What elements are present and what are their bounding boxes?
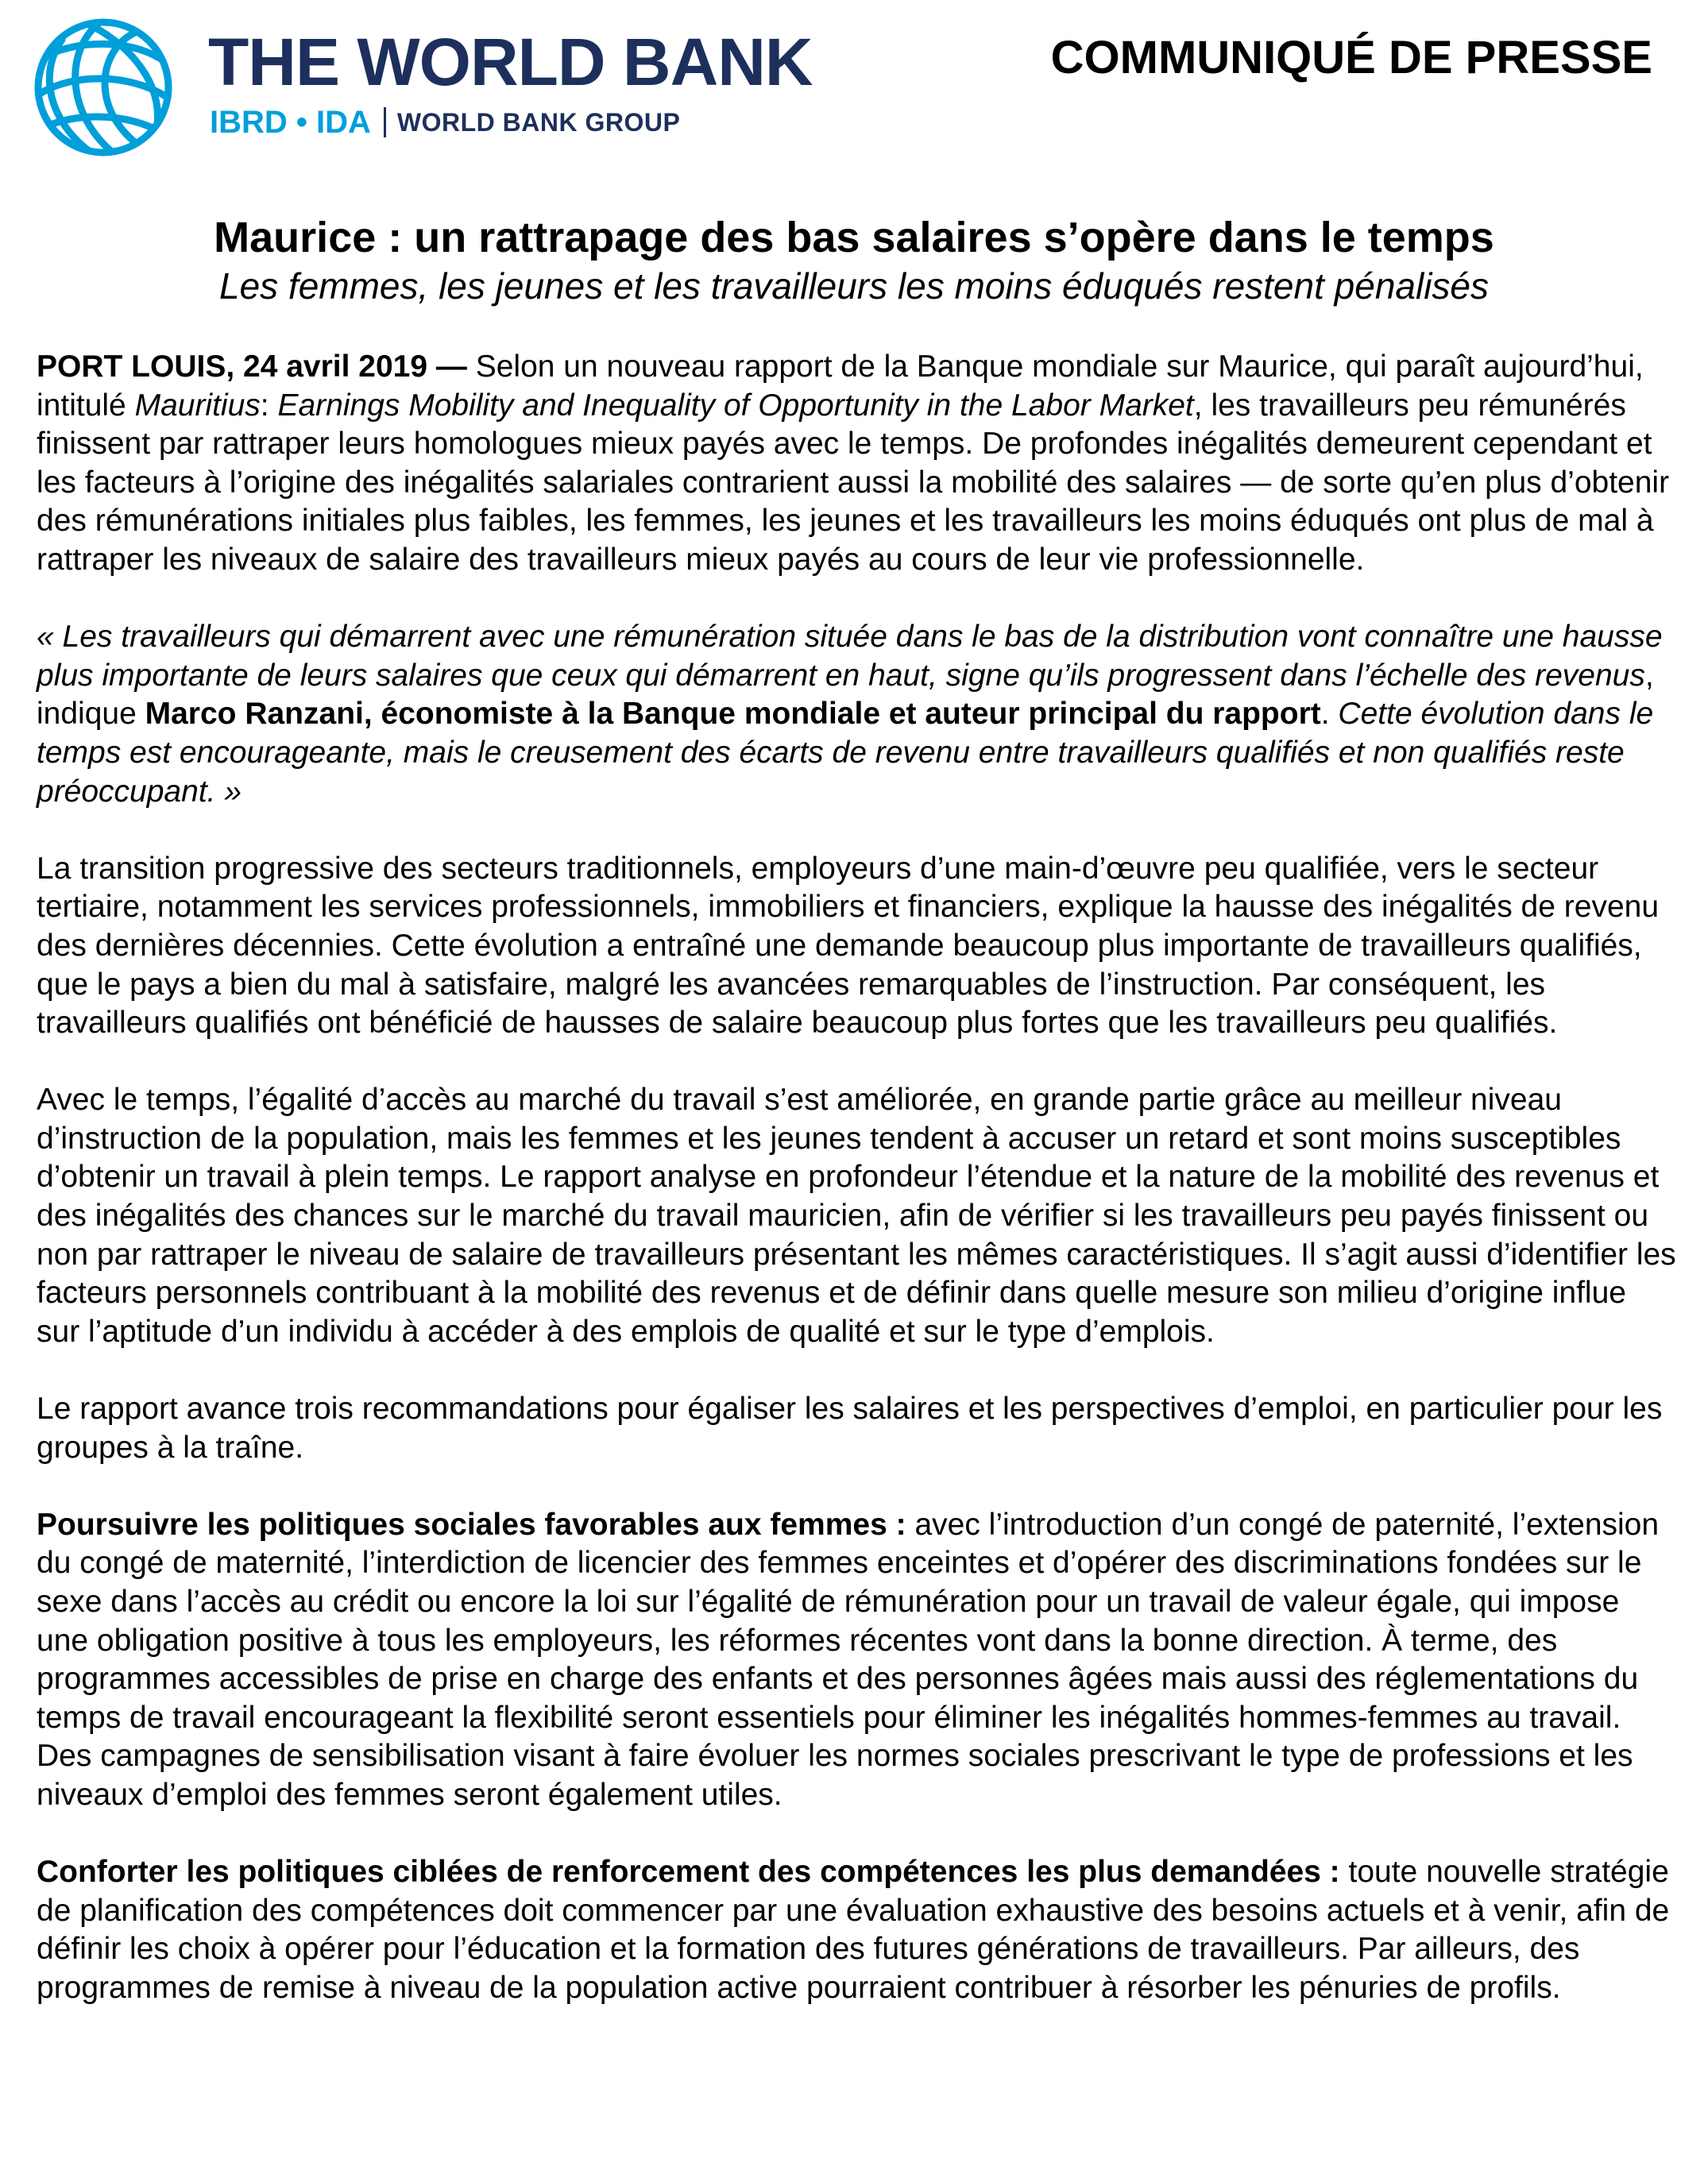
logo-ibrd-ida: IBRD • IDA — [210, 105, 371, 140]
paragraph-intro — [37, 348, 1676, 580]
logo-subtitle — [210, 106, 680, 138]
paragraph-equal-access: Avec le temps, l’égalité d’accès au marché du travail s’est améliorée, en grande partie grâce au meilleur niveau d’instruction de la population, mais les femmes et les jeunes tendent à accuser un retard et sont moins susceptibles d’obtenir un travail à plein temps. Le rapport analyse en profondeur l’étendue et la nature de la mobilité des revenus et des inégalités des chances sur le marché du travail mauricien, afin de vérifier si les travailleurs peu payés finissent ou non par rattraper le niveau de salaire de travailleurs présentant les mêmes caractéristiques. Il s’agit aussi d’identifier les facteurs personnels contribuant à la mobilité des revenus et de définir dans quelle mesure son milieu d’origine influe sur l’aptitude d’un individu à accéder à des emplois de qualité et sur le type d’emplois. — [37, 1083, 1676, 1349]
paragraph-transition: La transition progressive des secteurs traditionnels, employeurs d’une main-d’œuvre peu qualifiée, vers le secteur tertiaire, notamment les services professionnels, immobiliers et financiers, explique la hausse des inégalités de revenu des dernières décennies. Cette évolution a entraîné une demande beaucoup plus importante de travailleurs qualifiés, que le pays a bien du mal à satisfaire, malgré les avancées remarquables de l’instruction. Par conséquent, les travailleurs qualifiés ont bénéficié de hausses de salaire beaucoup plus fortes que les travailleurs peu qualifiés. — [37, 851, 1660, 1041]
quote: Cette évolution dans le temps est encourageante, mais le creusement des écarts de revenu entre travailleurs qualifiés et non qualifiés reste préoccupant. » — [37, 697, 1654, 809]
dateline: PORT LOUIS, 24 avril 2019 — — [37, 350, 467, 384]
headline: Maurice : un rattrapage des bas salaires s’opère dans le temps — [214, 214, 1494, 261]
text: toute nouvelle stratégie de planification des compétences doit commencer par une évaluation exhaustive des besoins actuels et à venir, afin de définir les choix à opérer pour l’éducation et la formation des futures générations de travailleurs. Par ailleurs, des programmes de remise à niveau de la population active pourraient contribuer à résorber les pénuries de profils. — [37, 1855, 1670, 2005]
article-body — [37, 348, 1676, 2046]
subheadline: Les femmes, les jeunes et les travailleurs les moins éduqués restent pénalisés — [218, 265, 1490, 307]
recommendation-heading: Poursuivre les politiques sociales favorables aux femmes : — [37, 1507, 906, 1542]
world-bank-globe-icon — [33, 17, 173, 157]
text: Selon un nouveau rapport de la Banque mondiale sur Maurice, qui paraît aujourd’hui, intitulé — [37, 350, 1644, 423]
text: . — [1320, 697, 1339, 732]
recommendation-heading: Conforter les politiques ciblées de renforcement des compétences les plus demandées : — [37, 1855, 1340, 1890]
text: avec l’introduction d’un congé de paternité, l’extension du congé de maternité, l’interdiction de licencier des femmes enceintes et d’opérer des discriminations fondées sur le sexe dans l’accès au crédit ou encore la loi sur l’égalité de rémunération pour un travail de valeur égale, qui impose une obligation positive à tous les employeurs, les réformes récentes vont dans la bonne direction. À terme, des programmes accessibles de prise en charge des enfants et des personnes âgées mais aussi des réglementations du temps de travail encourageant la flexibilité seront essentiels pour éliminer les inégalités hommes-femmes au travail. Des campagnes de sensibilisation visant à faire évoluer les normes sociales prescrivant le type de professions et les niveaux d’emploi des femmes seront également utiles. — [37, 1507, 1660, 1812]
paragraph-quote — [37, 618, 1676, 811]
speaker-name: Marco Ranzani, économiste à la Banque mondiale et auteur principal du rapport — [145, 697, 1321, 732]
document-type-label: COMMUNIQUÉ DE PRESSE — [1050, 32, 1652, 83]
paragraph-women-policies — [37, 1506, 1676, 1815]
paragraph-skills-policies — [37, 1853, 1676, 2007]
paragraph-recommendations: Le rapport avance trois recommandations pour égaliser les salaires et les perspectives d’emploi, en particulier pour les groupes à la traîne. — [37, 1392, 1663, 1465]
report-title: Mauritius — [134, 388, 261, 423]
logo-title: THE WORLD BANK — [208, 25, 813, 99]
logo-divider — [384, 107, 386, 137]
quote: « Les travailleurs qui démarrent avec une rémunération située dans le bas de la distribution vont connaître une hausse plus importante de leurs salaires que ceux qui démarrent en haut, signe qu’ils progressent dans l’échelle des revenus — [37, 620, 1663, 693]
text: , les travailleurs peu rémunérés finissent par rattraper leurs homologues mieux payés avec le temps. De profondes inégalités demeurent cependant et les facteurs à l’origine des inégalités salariales contrarient aussi la mobilité des salaires — de sorte qu’en plus d’obtenir des rémunérations initiales plus faibles, les femmes, les jeunes et les travailleurs les moins éduqués ont plus de mal à rattraper les niveaux de salaire des travailleurs mieux payés au cours de leur vie professionnelle. — [37, 388, 1670, 577]
text: , indique — [37, 658, 1654, 732]
report-title: Earnings Mobility and Inequality of Opportunity in the Labor Market — [277, 388, 1194, 423]
logo-group-name: WORLD BANK GROUP — [396, 108, 681, 137]
world-bank-logo — [33, 17, 852, 157]
text: : — [260, 388, 278, 423]
